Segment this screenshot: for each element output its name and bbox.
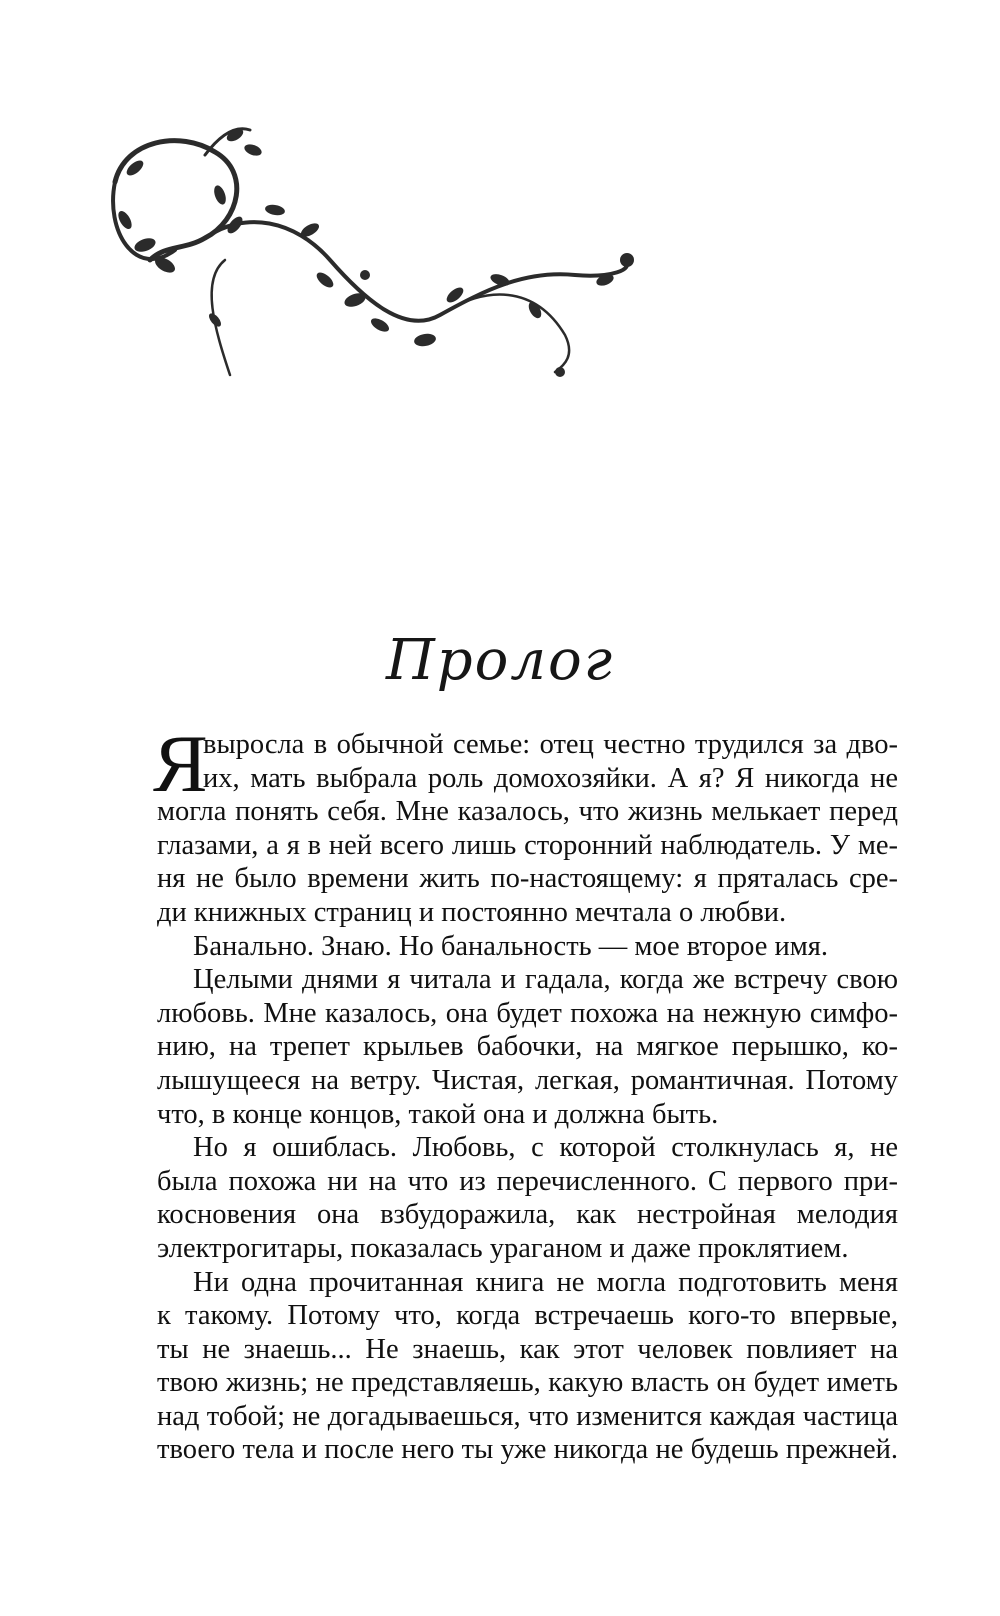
text-line: могла понять себя. Мне казалось, что жизнь мелькает перед bbox=[157, 796, 898, 828]
text-line: ди книжных страниц и постоянно мечтала о любви. bbox=[157, 896, 787, 928]
text-line: Целыми днями я читала и гадала, когда же встречу свою bbox=[193, 964, 898, 996]
text-line: твоего тела и после него ты уже никогда не будешь прежней. bbox=[157, 1434, 898, 1466]
leaf bbox=[243, 142, 263, 158]
rosebud bbox=[360, 270, 370, 280]
text-line: их, мать выбрала роль домохозяйки. А я? Я никогда не bbox=[203, 762, 898, 794]
text-line: ня не было времени жить по-настоящему: я пряталась сре- bbox=[157, 863, 898, 895]
drop-cap: Я bbox=[153, 718, 208, 809]
leaf bbox=[314, 270, 336, 291]
text-line: к такому. Потому что, когда встречаешь кого-то впервые, bbox=[157, 1300, 898, 1332]
text-line: ты не знаешь... Не знаешь, как этот человек повлияет на bbox=[157, 1333, 898, 1365]
rosebud bbox=[620, 253, 634, 267]
text-line: любовь. Мне казалось, она будет похожа на нежную симфо- bbox=[157, 997, 898, 1029]
page-title: Пролог bbox=[385, 628, 615, 693]
text-line: над тобой; не догадываешься, что изменится каждая частица bbox=[157, 1400, 898, 1432]
leaf bbox=[413, 332, 437, 348]
text-line: Ни одна прочитанная книга не могла подготовить меня bbox=[193, 1266, 898, 1298]
prologue-text bbox=[153, 718, 898, 1467]
text-line: Банально. Знаю. Но банальность — мое второе имя. bbox=[193, 930, 829, 962]
text-line: была похожа ни на что из перечисленного. С первого при- bbox=[157, 1165, 898, 1197]
text-line: лышущееся на ветру. Чистая, легкая, романтичная. Потому bbox=[157, 1064, 898, 1096]
text-line: нию, на трепет крыльев бабочки, на мягкое перышко, ко- bbox=[157, 1031, 898, 1063]
text-line: косновения она взбудоражила, как нестройная мелодия bbox=[157, 1199, 898, 1231]
leaf bbox=[133, 236, 158, 255]
vine-stem-lower bbox=[205, 222, 627, 321]
leaf bbox=[264, 203, 285, 216]
text-line: Но я ошиблась. Любовь, с которой столкнулась я, не bbox=[193, 1132, 898, 1164]
text-line: электрогитары, показалась ураганом и даже проклятием. bbox=[157, 1232, 849, 1264]
leaf bbox=[212, 184, 228, 206]
text-line: твою жизнь; не представляешь, какую власть он будет иметь bbox=[157, 1367, 898, 1399]
text-line: выросла в обычной семье: отец честно трудился за дво- bbox=[203, 729, 898, 760]
rosebud bbox=[555, 367, 565, 377]
vine-ornament bbox=[105, 110, 660, 400]
leaf bbox=[369, 316, 391, 335]
text-line: что, в конце концов, такой она и должна быть. bbox=[157, 1098, 719, 1130]
text-line: глазами, а я в ней всего лишь сторонний наблюдатель. У ме- bbox=[157, 829, 898, 861]
